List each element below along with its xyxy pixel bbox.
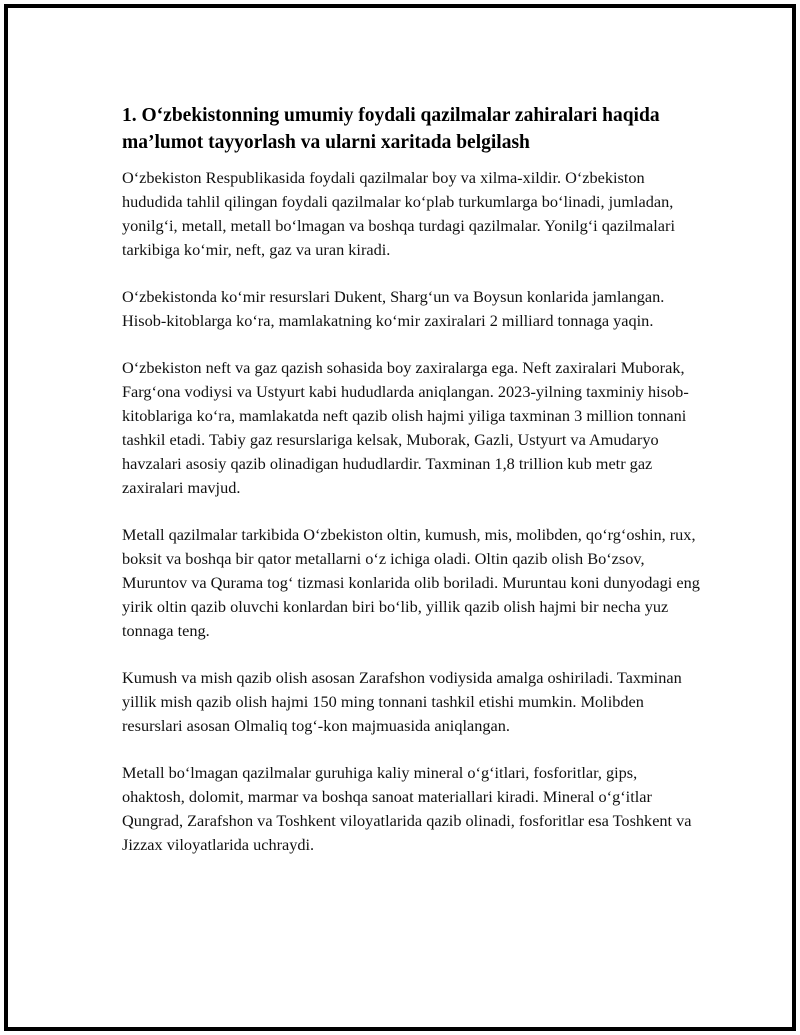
page-frame (4, 4, 796, 1031)
paragraph-metals: Metall qazilmalar tarkibida O‘zbekiston oltin, kumush, mis, molibden, qo‘rg‘oshin, rux, boksit va boshqa bir qator metallarni o‘z ichiga oladi. Oltin qazib olish Bo‘zsov, Muruntov va Qurama tog‘ tizmasi konlarida olib boriladi. Muruntau koni dunyodagi eng yirik oltin qazib oluvchi konlardan biri bo‘lib, yillik qazib olish hajmi bir necha yuz tonnaga teng. (122, 525, 700, 640)
paragraph-intro: O‘zbekiston Respublikasida foydali qazilmalar boy va xilma-xildir. O‘zbekiston hududida tahlil qilingan foydali qazilmalar ko‘plab turkumlarga bo‘linadi, jumladan, yonilg‘i, metall, metall bo‘lmagan va boshqa turdagi qazilmalar. Yonilg‘i qazilmalari tarkibiga ko‘mir, neft, gaz va uran kiradi. (122, 168, 675, 259)
paragraph-oil-gas: O‘zbekiston neft va gaz qazish sohasida boy zaxiralarga ega. Neft zaxiralari Muborak, Farg‘ona vodiysi va Ustyurt kabi hududlarda aniqlangan. 2023-yilning taxminiy hisob-kitoblariga ko‘ra, mamlakatda neft qazib olish hajmi yiliga taxminan 3 million tonnani tashkil etadi. Tabiy gaz resurslariga kelsak, Muborak, Gazli, Ustyurt va Amudaryo havzalari asosiy qazib olinadigan hududlardir. Taxminan 1,8 trillion kub metr gaz zaxiralari mavjud. (122, 358, 689, 497)
paragraph-non-metallic: Metall bo‘lmagan qazilmalar guruhiga kaliy mineral o‘g‘itlari, fosforitlar, gips, ohaktosh, dolomit, marmar va boshqa sanoat materiallari kiradi. Mineral o‘g‘itlar Qungrad, Zarafshon va Toshkent viloyatlarida qazib olinadi, fosforitlar esa Toshkent va Jizzax viloyatlarida uchraydi. (122, 763, 692, 854)
section-heading: 1. O‘zbekistonning umumiy foydali qazilmalar zahiralari haqida ma’lumot tayyorlash va ularni xaritada belgilash (122, 105, 660, 153)
paragraph-coal: O‘zbekistonda ko‘mir resurslari Dukent, Sharg‘un va Boysun konlarida jamlangan. Hisob-kitoblarga ko‘ra, mamlakatning ko‘mir zaxiralari 2 milliard tonnaga yaqin. (122, 287, 665, 330)
document-body (122, 102, 702, 880)
paragraph-silver-copper: Kumush va mish qazib olish asosan Zarafshon vodiysida amalga oshiriladi. Taxminan yillik mish qazib olish hajmi 150 ming tonnani tashkil etishi mumkin. Molibden resurslari asosan Olmaliq tog‘-kon majmuasida aniqlangan. (122, 668, 682, 735)
